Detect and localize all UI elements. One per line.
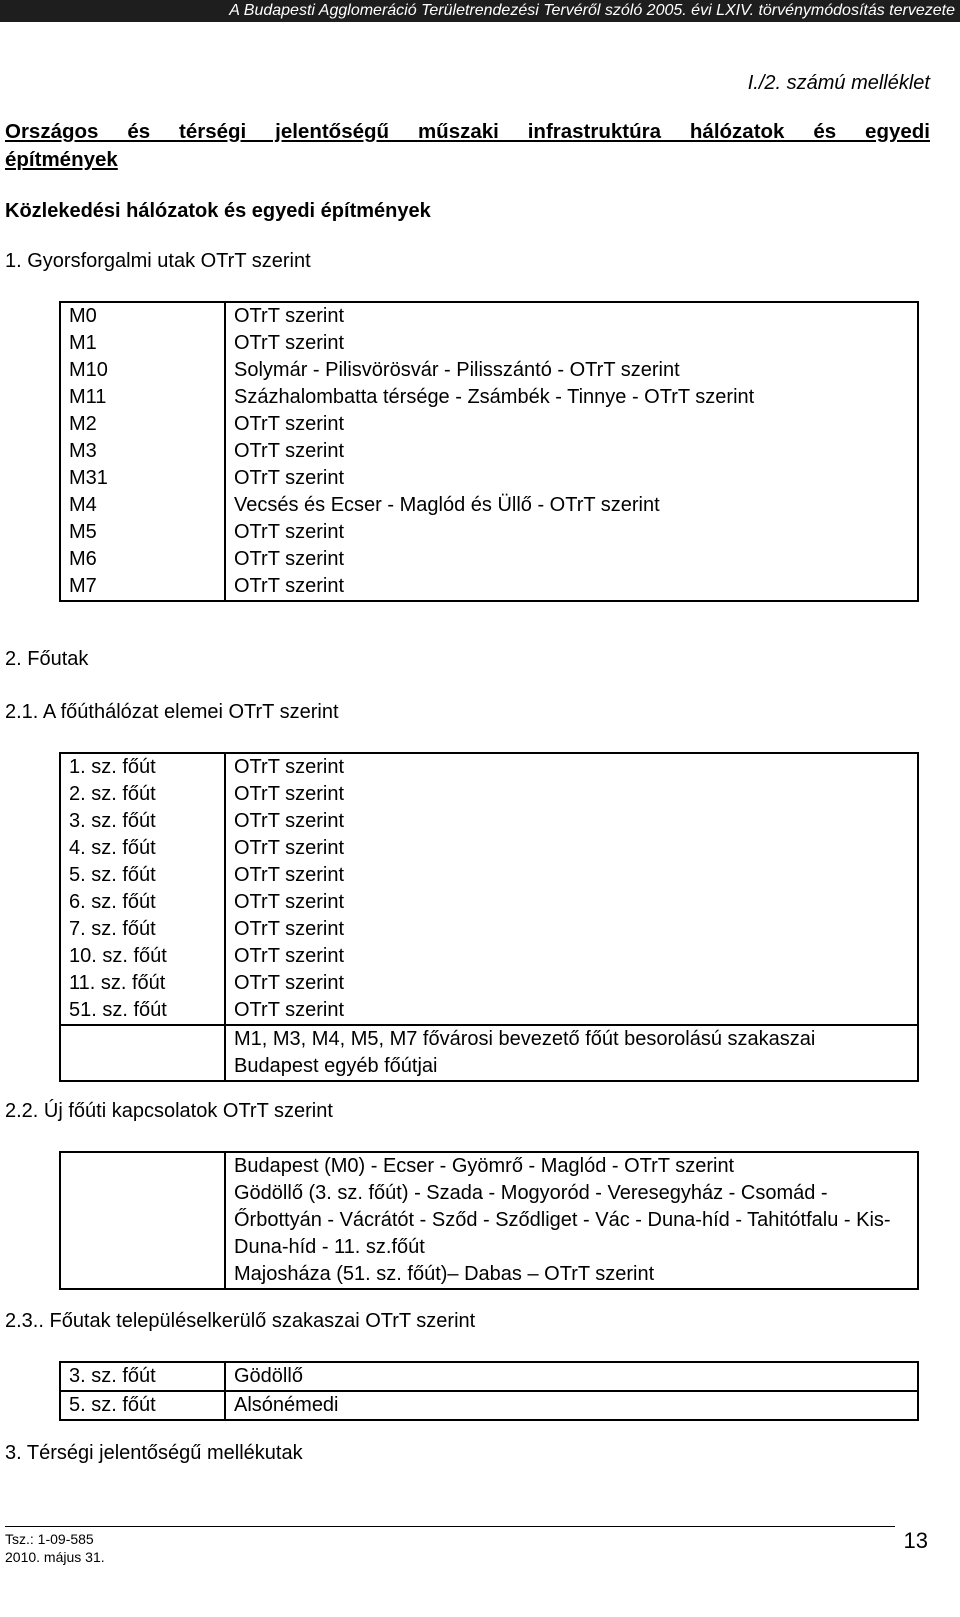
- footer-divider: [5, 1526, 895, 1527]
- expressway-code: M11: [69, 386, 107, 408]
- main-road-code: 5. sz. főút: [69, 864, 156, 886]
- expressway-descriptions: [225, 302, 918, 601]
- new-connection-item: Gödöllő (3. sz. főút) - Szada - Mogyoród - Veresegyház - Csomád - Őrbottyán - Vácrátót - Sződ - Sződliget - Vác - Duna-híd - Tahitótfalu - Kis-Duna-híd - 11. sz.főút: [234, 1182, 891, 1258]
- expressway-description: OTrT szerint: [234, 521, 345, 543]
- section-2-1-heading: 2.1. A főúthálózat elemei OTrT szerint: [5, 701, 339, 723]
- expressway-code: M1: [69, 332, 97, 354]
- expressway-code: M10: [69, 359, 108, 381]
- main-road-codes: [60, 753, 225, 1025]
- expressway-description: OTrT szerint: [234, 440, 345, 462]
- main-road-description: OTrT szerint: [234, 999, 345, 1021]
- main-road-description: OTrT szerint: [234, 918, 345, 940]
- expressway-code: M0: [69, 305, 97, 327]
- expressway-code: M31: [69, 467, 108, 489]
- expressway-description: OTrT szerint: [234, 305, 345, 327]
- main-road-description: OTrT szerint: [234, 864, 345, 886]
- main-road-descriptions: [225, 753, 918, 1025]
- main-road-code: 2. sz. főút: [69, 783, 156, 805]
- expressway-code: M7: [69, 575, 97, 597]
- empty-cell: [60, 1152, 225, 1289]
- main-road-extra-2: Budapest egyéb főútjai: [234, 1055, 438, 1077]
- bypass-place: Alsónémedi: [225, 1391, 918, 1420]
- bypass-table: [59, 1361, 919, 1421]
- main-road-code: 6. sz. főút: [69, 891, 156, 913]
- document-title: Országos és térségi jelentőségű műszaki infrastruktúra hálózatok és egyedi: [5, 120, 930, 143]
- new-connection-item: Budapest (M0) - Ecser - Gyömrő - Maglód - OTrT szerint: [234, 1155, 735, 1177]
- expressway-code: M5: [69, 521, 97, 543]
- main-road-description: OTrT szerint: [234, 756, 345, 778]
- expressway-description: Vecsés és Ecser - Maglód és Üllő - OTrT szerint: [234, 494, 660, 516]
- section-2-heading: 2. Főutak: [5, 648, 89, 670]
- section-3-heading: 3. Térségi jelentőségű mellékutak: [5, 1442, 303, 1464]
- main-road-table: [59, 752, 919, 1082]
- footer-tsz: Tsz.: 1-09-585: [5, 1531, 94, 1547]
- main-road-code: 51. sz. főút: [69, 999, 167, 1021]
- bypass-code: 5. sz. főút: [60, 1391, 225, 1420]
- main-road-description: OTrT szerint: [234, 945, 345, 967]
- expressway-description: OTrT szerint: [234, 575, 345, 597]
- expressway-code: M4: [69, 494, 97, 516]
- main-road-code: 4. sz. főút: [69, 837, 156, 859]
- expressway-description: Solymár - Pilisvörösvár - Pilisszántó - OTrT szerint: [234, 359, 680, 381]
- section-2-2-heading: 2.2. Új főúti kapcsolatok OTrT szerint: [5, 1100, 333, 1122]
- main-road-description: OTrT szerint: [234, 837, 345, 859]
- annex-label: I./2. számú melléklet: [747, 72, 930, 94]
- expressway-description: OTrT szerint: [234, 548, 345, 570]
- expressway-description: OTrT szerint: [234, 467, 345, 489]
- expressway-table: [59, 301, 919, 602]
- expressway-description: Százhalombatta térsége - Zsámbék - Tinnye - OTrT szerint: [234, 386, 755, 408]
- expressway-codes: [60, 302, 225, 601]
- document-header: A Budapesti Agglomeráció Területrendezési Tervéről szóló 2005. évi LXIV. törvénymódosítás tervezete: [0, 0, 960, 22]
- main-road-code: 1. sz. főút: [69, 756, 156, 778]
- bypass-place: Gödöllő: [225, 1362, 918, 1391]
- expressway-code: M2: [69, 413, 97, 435]
- expressway-description: OTrT szerint: [234, 413, 345, 435]
- main-road-description: OTrT szerint: [234, 972, 345, 994]
- new-connections-table: [59, 1151, 919, 1290]
- main-road-description: OTrT szerint: [234, 810, 345, 832]
- main-road-code: 11. sz. főút: [69, 972, 166, 994]
- main-road-code: 7. sz. főút: [69, 918, 156, 940]
- expressway-code: M6: [69, 548, 97, 570]
- expressway-code: M3: [69, 440, 97, 462]
- main-road-description: OTrT szerint: [234, 891, 345, 913]
- section-1-heading: 1. Gyorsforgalmi utak OTrT szerint: [5, 250, 311, 272]
- main-road-code: 3. sz. főút: [69, 810, 156, 832]
- main-road-description: OTrT szerint: [234, 783, 345, 805]
- main-road-code: 10. sz. főút: [69, 945, 167, 967]
- new-connection-item: Majosháza (51. sz. főút)– Dabas – OTrT szerint: [234, 1263, 655, 1285]
- section-subtitle: Közlekedési hálózatok és egyedi építmények: [5, 200, 431, 222]
- section-2-3-heading: 2.3.. Főutak településelkerülő szakaszai OTrT szerint: [5, 1310, 476, 1332]
- document-title-line2: építmények: [5, 148, 118, 171]
- page-number: 13: [903, 1528, 928, 1553]
- expressway-description: OTrT szerint: [234, 332, 345, 354]
- main-road-extra-1: M1, M3, M4, M5, M7 fővárosi bevezető főút besorolású szakaszai: [234, 1028, 816, 1050]
- footer-date: 2010. május 31.: [5, 1549, 105, 1565]
- bypass-code: 3. sz. főút: [60, 1362, 225, 1391]
- new-connections-list: [225, 1152, 918, 1289]
- empty-cell: [60, 1025, 225, 1081]
- main-road-extra: [225, 1025, 918, 1081]
